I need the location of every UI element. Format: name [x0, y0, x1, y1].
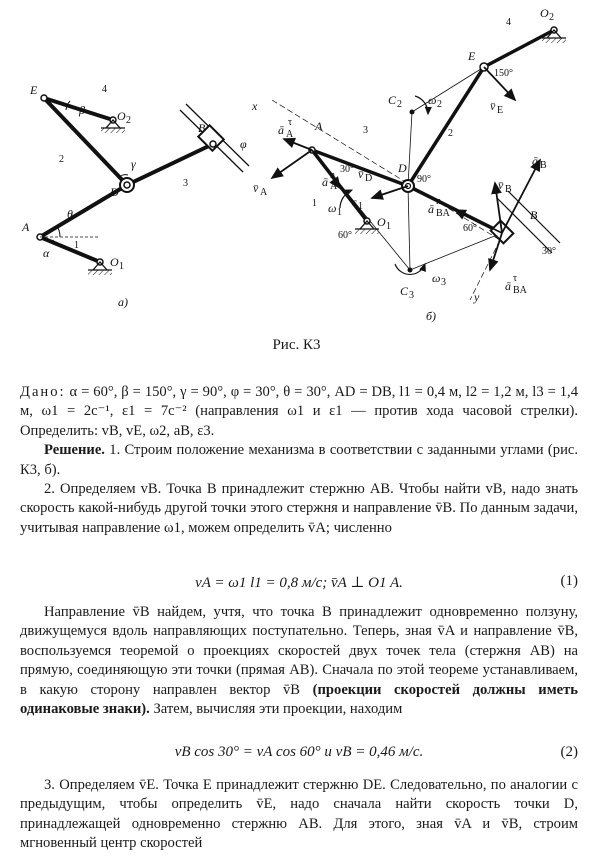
svg-text:1: 1: [386, 221, 391, 232]
svg-text:O: O: [540, 6, 549, 20]
solution-step3-block: [20, 776, 578, 854]
given-line4: aB, ε3.: [173, 422, 215, 439]
svg-text:E: E: [468, 49, 476, 63]
svg-text:n: n: [330, 170, 335, 181]
svg-text:α: α: [43, 246, 50, 260]
svg-text:90°: 90°: [417, 174, 431, 185]
svg-text:β: β: [79, 103, 85, 117]
svg-text:60°: 60°: [463, 223, 477, 234]
svg-text:A: A: [330, 181, 338, 192]
svg-text:τ: τ: [513, 273, 518, 284]
svg-text:B: B: [198, 121, 206, 135]
svg-text:ω: ω: [428, 93, 437, 107]
solution-step3: 3. Определяем v̄E. Точка E принадлежит стержню DE. Следовательно, по аналогии с предыдущим, чтобы определить v̄E, надо сначала найти скорость точки D, принадлежащей одновременно стержню AB. Для этого, зная v̄A и v̄B, строим мгновенный центр скоростей: [20, 777, 578, 852]
svg-text:1: 1: [358, 201, 363, 212]
svg-text:A: A: [315, 119, 323, 133]
svg-text:1: 1: [119, 261, 124, 272]
svg-text:150°: 150°: [494, 68, 513, 79]
svg-text:1: 1: [337, 207, 342, 218]
equation-2: [20, 744, 578, 766]
panel-b: [272, 27, 566, 300]
panel-a-sublabel: а): [118, 295, 128, 309]
svg-text:v̄: v̄: [253, 181, 259, 195]
svg-text:ā: ā: [322, 175, 328, 189]
svg-text:v̄: v̄: [498, 178, 504, 192]
svg-text:B: B: [540, 160, 547, 171]
svg-text:n: n: [436, 196, 441, 207]
svg-text:v̄: v̄: [358, 167, 364, 181]
svg-text:60°: 60°: [338, 230, 352, 241]
equation-2-body: vB cos 30° = vA cos 60° и vB = 0,46 м/с.: [174, 744, 424, 760]
svg-text:B: B: [505, 184, 512, 195]
joint-E-a: [41, 95, 47, 101]
svg-text:ω: ω: [328, 201, 337, 215]
svg-text:A: A: [22, 220, 30, 234]
svg-text:3: 3: [183, 178, 188, 189]
svg-text:30°: 30°: [340, 164, 354, 175]
solution-step2: 2. Определяем vB. Точка B принадлежит стержню AB. Чтобы найти vB, надо знать скорость какой-нибудь другой точки этого стержня и направление v̄B. По данным задачи, учитывая направление ω1, можем определить v̄A; численно: [20, 481, 578, 536]
svg-text:D: D: [365, 173, 373, 184]
rod-3b-a: [127, 144, 213, 185]
panel-b-sublabel: б): [426, 309, 437, 323]
equation-1: [20, 573, 578, 595]
svg-text:2: 2: [397, 99, 402, 110]
svg-text:1: 1: [74, 240, 79, 251]
given-label: Дано:: [20, 384, 66, 400]
svg-text:2: 2: [549, 12, 554, 23]
svg-text:1: 1: [312, 198, 317, 209]
svg-text:y: y: [474, 290, 480, 304]
solution-step2b: Направление v̄B найдем, учтя, что точка B принадлежит одновременно ползуну, движущемуся вдоль направляющих поступательно. Теперь, зная v̄A и направление v̄B, воспользуемся теоремой о проекциях скоростей двух точек тела (стержня AB) на прямую, соединяющую эти точки (прямая AB). Сначала по этой теореме устанавливаем, в какую сторону направлен вектор v̄B (проекции скоростей должны иметь одинаковые знаки). Затем, вычисляя эти проекции, находим: [20, 604, 578, 718]
svg-text:2: 2: [59, 154, 64, 165]
svg-text:O: O: [377, 215, 386, 229]
svg-text:v̄: v̄: [490, 99, 496, 113]
svg-text:B: B: [530, 208, 538, 222]
svg-text:τ: τ: [288, 117, 293, 128]
svg-text:γ: γ: [131, 157, 136, 171]
equation-1-body: vA = ω1 l1 = 0,8 м/с; v̄A ⊥ O1 A.: [195, 575, 403, 591]
svg-text:E: E: [497, 105, 504, 116]
given-line1: α = 60°, β = 150°, γ = 90°, φ = 30°, θ = 30°, AD = DB,: [69, 384, 396, 400]
svg-text:O: O: [110, 255, 119, 269]
svg-text:2: 2: [126, 115, 131, 126]
svg-text:A: A: [260, 187, 268, 198]
given-line3: ε1 — против хода часовой стрелки). Определить: vB, vE, ω2,: [20, 403, 578, 439]
svg-text:2: 2: [437, 99, 442, 110]
svg-text:x: x: [252, 99, 258, 113]
mechanism-figure: [0, 0, 593, 335]
svg-text:φ: φ: [240, 137, 247, 151]
svg-text:ā: ā: [505, 279, 511, 293]
rod-4-b: [484, 30, 554, 67]
svg-text:30°: 30°: [542, 246, 556, 257]
svg-text:BA: BA: [436, 208, 450, 219]
svg-text:O: O: [117, 109, 126, 123]
solution-step1: Решение. 1. Строим положение механизма в соответствии с заданными углами (рис. К3, б).: [20, 442, 579, 478]
svg-text:ā: ā: [532, 154, 538, 168]
given-paragraph: [20, 383, 578, 441]
svg-text:C: C: [400, 284, 409, 298]
solution-label: Решение.: [44, 442, 105, 459]
svg-text:3: 3: [363, 125, 368, 136]
given-block: [20, 383, 578, 538]
svg-text:2: 2: [448, 128, 453, 139]
svg-text:E: E: [30, 83, 38, 97]
panel-a-labels: [21, 83, 247, 309]
svg-text:4: 4: [102, 84, 107, 95]
svg-text:ā: ā: [278, 123, 284, 137]
svg-text:BA: BA: [513, 285, 527, 296]
equation-1-number: (1): [560, 573, 578, 589]
svg-text:4: 4: [506, 17, 511, 28]
svg-text:A: A: [286, 129, 294, 140]
svg-text:D: D: [110, 185, 119, 199]
svg-text:ω: ω: [432, 271, 441, 285]
svg-text:C: C: [388, 93, 397, 107]
svg-text:3: 3: [441, 277, 446, 288]
given-line2: l1 = 0,4 м, l2 = 1,2 м, l3 = 1,4 м, ω1 = 2c⁻¹, ε1 = 7c⁻² (направления ω1 и: [20, 384, 578, 420]
svg-text:ā: ā: [428, 202, 434, 216]
rod-2-b: [408, 67, 484, 186]
equation-2-number: (2): [560, 744, 578, 760]
svg-text:D: D: [398, 161, 407, 175]
panel-a: [37, 95, 249, 275]
svg-text:ε: ε: [352, 195, 357, 209]
svg-text:θ: θ: [67, 207, 73, 221]
figure-caption: Рис. К3: [272, 337, 321, 353]
svg-text:3: 3: [409, 290, 414, 301]
